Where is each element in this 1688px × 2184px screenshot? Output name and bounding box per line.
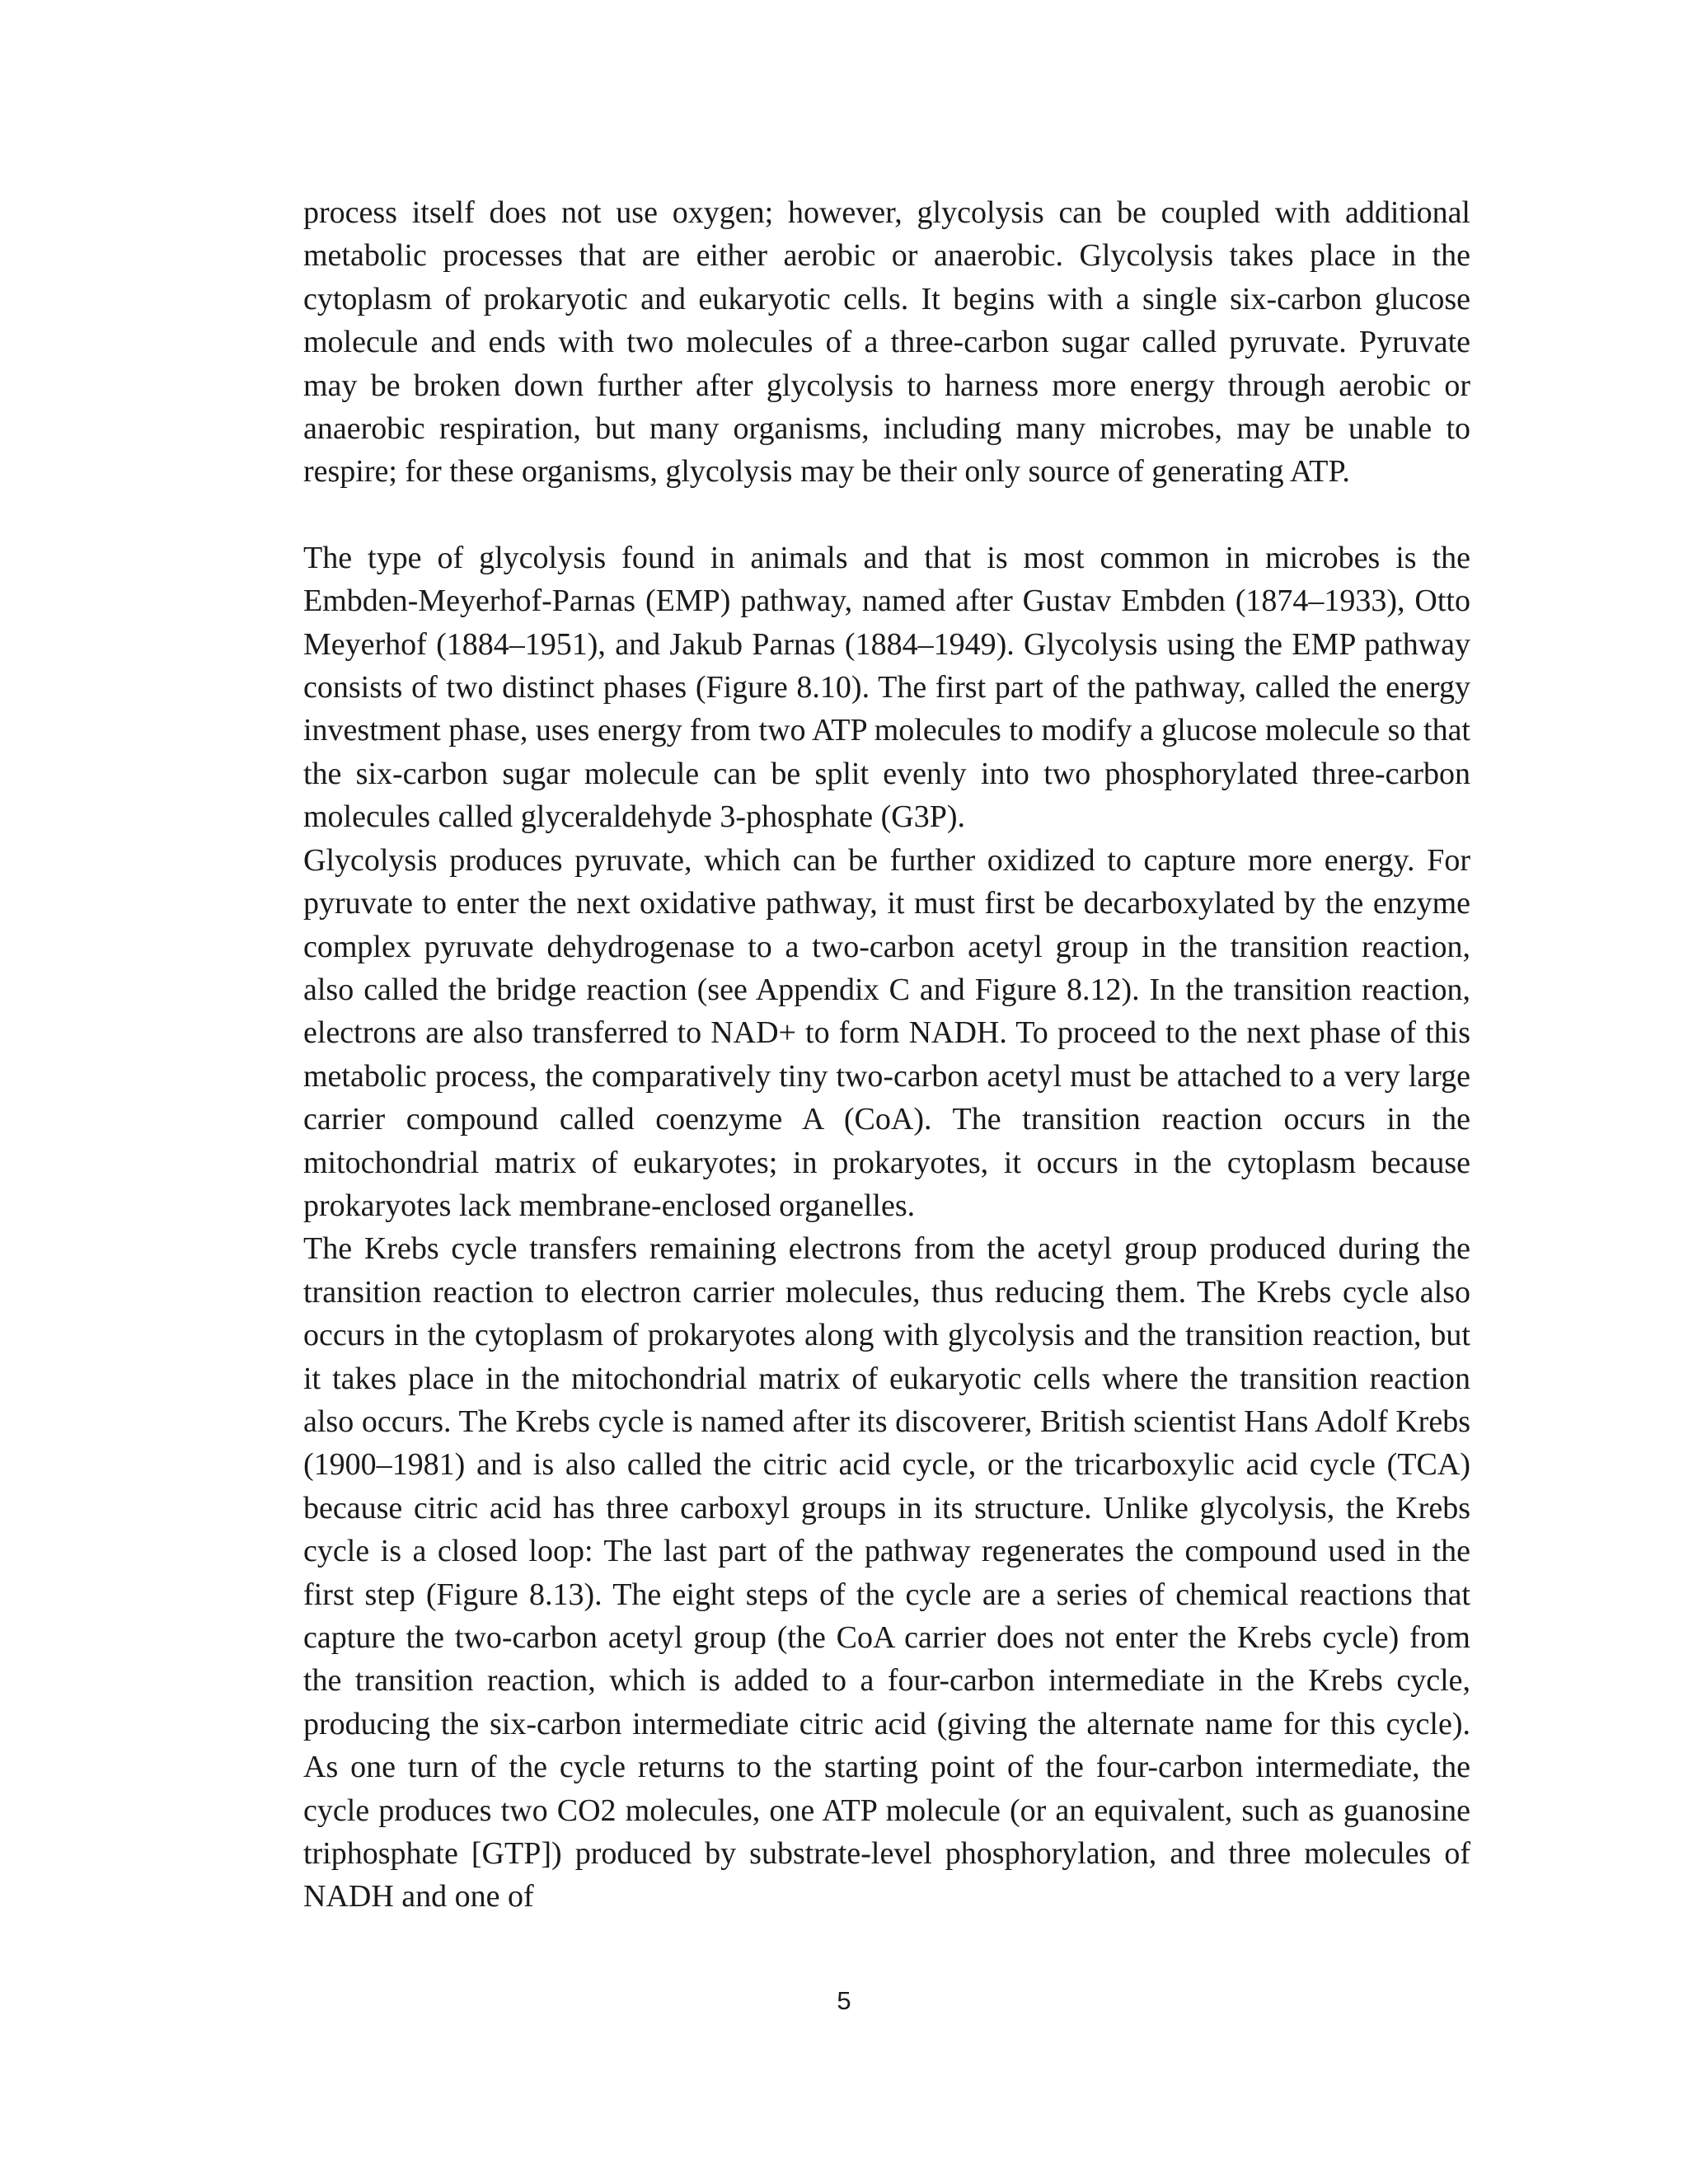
page-number: 5 (837, 1986, 851, 2015)
paragraph-krebs-cycle: The Krebs cycle transfers remaining electrons from the acetyl group produced during the transition reaction to electron carrier molecules, thus reducing them. The Krebs cycle also occurs in the cytoplasm of prokaryotes along with glycolysis and the transition reaction, but it takes place in the mitochondrial matrix of eukaryotic cells where the transition reaction also occurs. The Krebs cycle is named after its discoverer, British scientist Hans Adolf Krebs (1900–1981) and is also called the citric acid cycle, or the tricarboxylic acid cycle (TCA) because citric acid has three carboxyl groups in its structure. Unlike glycolysis, the Krebs cycle is a closed loop: The last part of the pathway regenerates the compound used in the first step (Figure 8.13). The eight steps of the cycle are a series of chemical reactions that capture the two-carbon acetyl group (the CoA carrier does not enter the Krebs cycle) from the transition reaction, which is added to a four-carbon intermediate in the Krebs cycle, producing the six-carbon intermediate citric acid (giving the alternate name for this cycle). As one turn of the cycle returns to the starting point of the four-carbon intermediate, the cycle produces two CO2 molecules, one ATP molecule (or an equivalent, such as guanosine triphosphate [GTP]) produced by substrate-level phosphorylation, and three molecules of NADH and one of (303, 1231, 1470, 1915)
body-text (303, 191, 1470, 1919)
paragraph-transition-reaction: Glycolysis produces pyruvate, which can be further oxidized to capture more energy. For pyruvate to enter the next oxidative pathway, it must first be decarboxylated by the enzyme complex pyruvate dehydrogenase to a two-carbon acetyl group in the transition reaction, also called the bridge reaction (see Appendix C and Figure 8.12). In the transition reaction, electrons are also transferred to NAD+ to form NADH. To proceed to the next phase of this metabolic process, the comparatively tiny two-carbon acetyl must be attached to a very large carrier compound called coenzyme A (CoA). The transition reaction occurs in the mitochondrial matrix of eukaryotes; in prokaryotes, it occurs in the cytoplasm because prokaryotes lack membrane-enclosed organelles. (303, 842, 1470, 1223)
paragraph-glycolysis-intro: process itself does not use oxygen; however, glycolysis can be coupled with additional metabolic processes that are either aerobic or anaerobic. Glycolysis takes place in the cytoplasm of prokaryotic and eukaryotic cells. It begins with a single six-carbon glucose molecule and ends with two molecules of a three-carbon sugar called pyruvate. Pyruvate may be broken down further after glycolysis to harness more energy through aerobic or anaerobic respiration, but many organisms, including many microbes, may be unable to respire; for these organisms, glycolysis may be their only source of generating ATP. (303, 195, 1470, 490)
paragraph-emp-pathway: The type of glycolysis found in animals and that is most common in microbes is the Embden-Meyerhof-Parnas (EMP) pathway, named after Gustav Embden (1874–1933), Otto Meyerhof (1884–1951), and Jakub Parnas (1884–1949). Glycolysis using the EMP pathway consists of two distinct phases (Figure 8.10). The first part of the pathway, called the energy investment phase, uses energy from two ATP molecules to modify a glucose molecule so that the six-carbon sugar molecule can be split evenly into two phosphorylated three-carbon molecules called glyceraldehyde 3-phosphate (G3P). (303, 540, 1470, 835)
